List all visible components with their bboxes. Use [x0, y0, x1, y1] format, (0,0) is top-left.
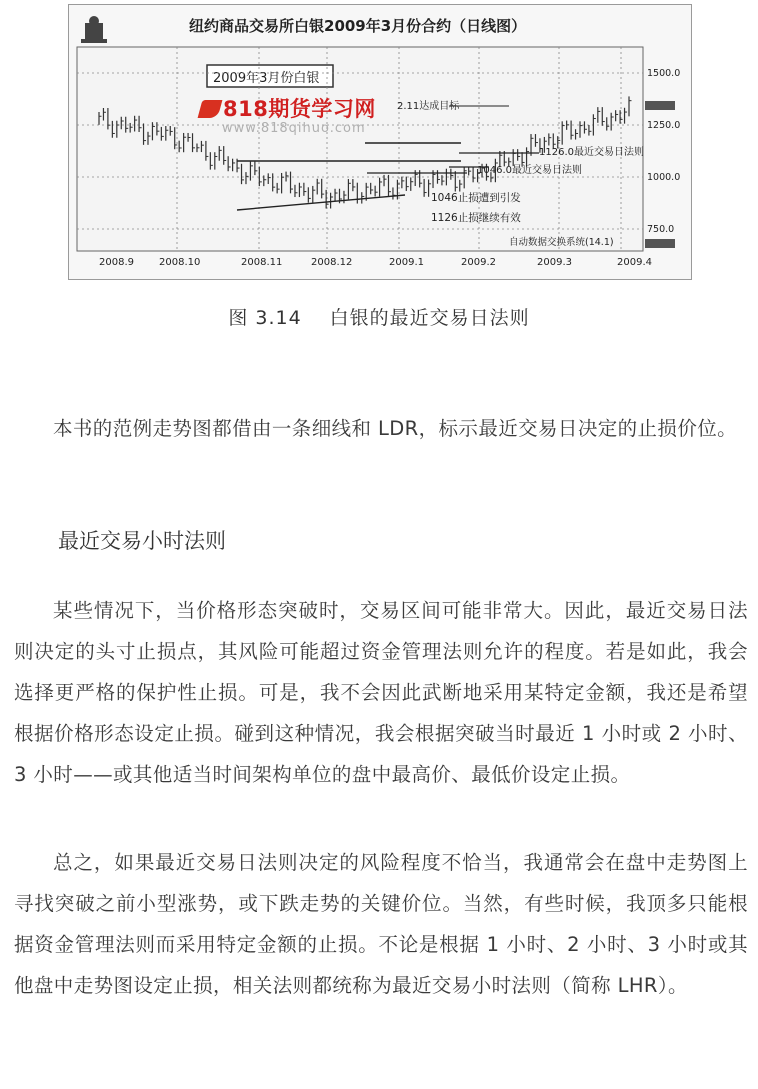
- annotation-system: 自动数据交换系统(14.1): [509, 237, 614, 248]
- paragraph: 总之，如果最近交易日法则决定的风险程度不恰当，我通常会在盘中走势图上寻找突破之前小型涨势，或下跌走势的关键价位。当然，有些时候，我顶多只能根据资金管理法则而采用特定金额的止损。不论是根据 1 小时、2 小时、3 小时或其他盘中走势图设定止损，相关法则都统称为最近交易小时法则（简称 LHR）。: [14, 851, 748, 997]
- exchange-logo-icon: [81, 16, 107, 43]
- y-axis: [647, 68, 680, 235]
- figure-caption: [0, 303, 758, 330]
- annotation-1046: 1046.0最近交易日法则: [477, 165, 582, 176]
- section-heading: 最近交易小时法则: [58, 529, 226, 553]
- x-axis: [99, 257, 652, 268]
- y-tick: 1500.0: [647, 68, 681, 79]
- annotation-stop-triggered: 1046止损遭到引发: [431, 192, 521, 204]
- watermark-url: www.818qihuo.com: [222, 121, 366, 136]
- x-tick: 2009.4: [617, 257, 652, 268]
- x-tick: 2009.1: [389, 257, 424, 268]
- watermark-brand: 818期货学习网: [223, 97, 376, 121]
- x-tick: 2008.10: [159, 257, 201, 268]
- x-tick: 2008.9: [99, 257, 134, 268]
- y-tick: 1250.0: [647, 120, 681, 131]
- paragraph: 本书的范例走势图都借由一条细线和 LDR，标示最近交易日决定的止损价位。: [53, 417, 738, 440]
- candlestick-chart: [69, 5, 691, 279]
- annotation-1126: 1126.0最近交易日法则: [539, 147, 644, 158]
- paragraph: 某些情况下，当价格形态突破时，交易区间可能非常大。因此，最近交易日法则决定的头寸止损点，其风险可能超过资金管理法则允许的程度。若是如此，我会选择更严格的保护性止损。可是，我不会因此武断地采用某特定金额，我还是希望根据价格形态设定止损。碰到这种情况，我会根据突破当时最近 1 小时或 2 小时、3 小时——或其他适当时间架构单位的盘中最高价、最低价设定止损。: [14, 599, 748, 786]
- x-tick: 2008.12: [311, 257, 353, 268]
- x-tick: 2008.11: [241, 257, 283, 268]
- caption-number: 图 3.14: [228, 307, 302, 329]
- annotation-stop-valid: 1126止损继续有效: [431, 212, 521, 224]
- y-tick: 1000.0: [647, 172, 681, 183]
- watermark: [200, 93, 376, 136]
- watermark-logo-icon: [198, 100, 223, 118]
- caption-title: 白银的最近交易日法则: [329, 307, 530, 329]
- annotation-target: 2.11达成目标: [397, 101, 460, 112]
- chart-figure: [68, 4, 692, 280]
- last-price-box: [645, 101, 675, 110]
- chart-title: 纽约商品交易所白银2009年3月份合约（日线图）: [189, 17, 527, 35]
- contract-label: 2009年3月份白银: [213, 71, 320, 86]
- x-tick: 2009.2: [461, 257, 496, 268]
- x-tick: 2009.3: [537, 257, 572, 268]
- y-tick: 750.0: [647, 224, 675, 235]
